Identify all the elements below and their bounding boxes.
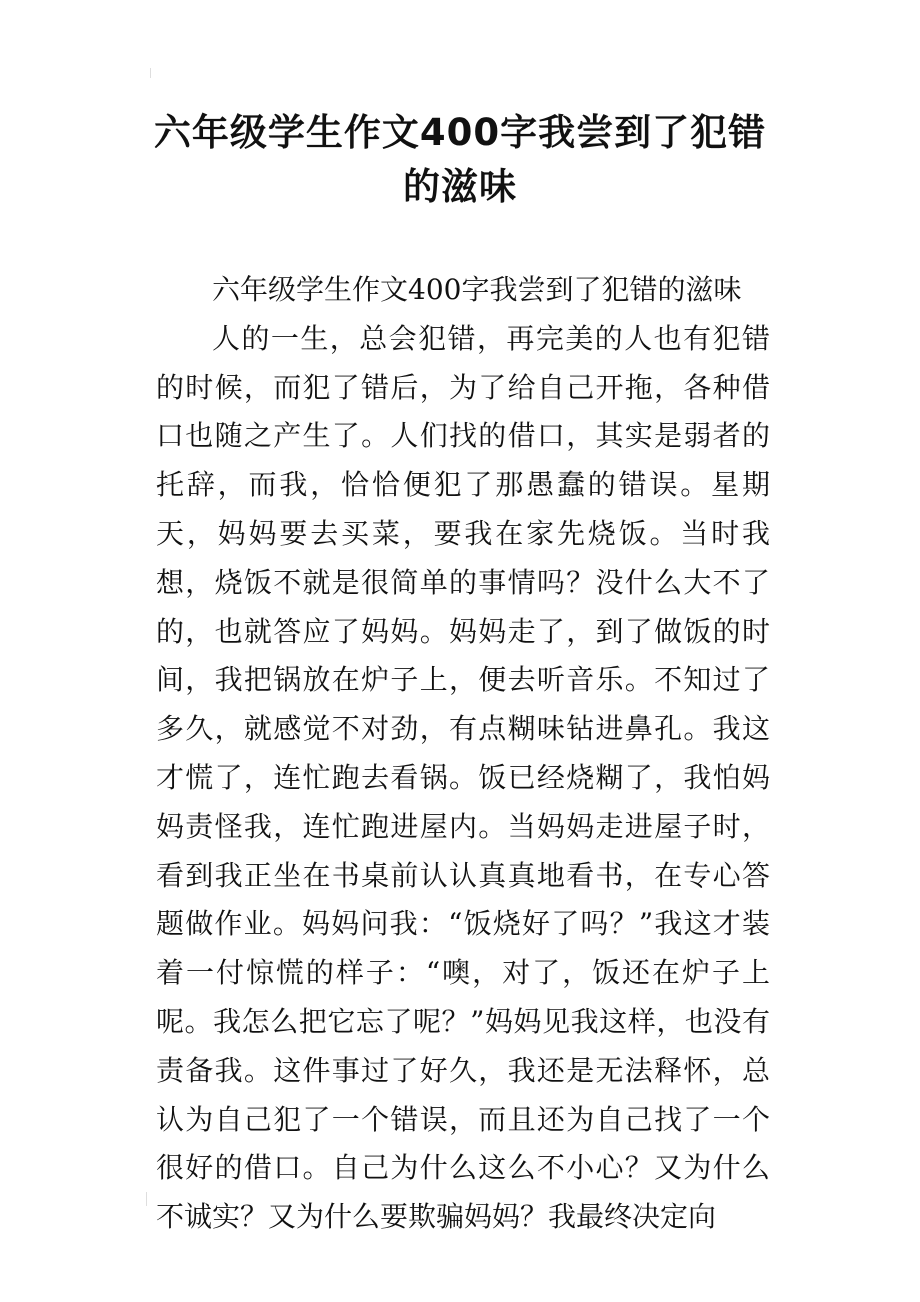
title-line-1: 六年级学生作文400字我尝到了犯错 (153, 111, 767, 154)
article-subtitle: 六年级学生作文400字我尝到了犯错的滋味 (212, 273, 742, 306)
title-line-2: 的滋味 (403, 165, 517, 208)
article-paragraph: 人的一生，总会犯错，再完美的人也有犯错的时候，而犯了错后，为了给自己开拖，各种借口也随之产生了。人们找的借口，其实是弱者的托辞，而我，恰恰便犯了那愚蠢的错误。星期天，妈妈要去买菜，要我在家先烧饭。当时我想，烧饭不就是很简单的事情吗？没什么大不了的，也就答应了妈妈。妈妈走了，到了做饭的时间，我把锅放在炉子上，便去听音乐。不知过了多久，就感觉不对劲，有点糊味钻进鼻孔。我这才慌了，连忙跑去看锅。饭已经烧糊了，我怕妈妈责怪我，连忙跑进屋内。当妈妈走进屋子时，看到我正坐在书桌前认认真真地看书，在专心答题做作业。妈妈问我：“饭烧好了吗？”我这才装着一付惊慌的样子：“噢，对了，饭还在炉子上呢。我怎么把它忘了呢？”妈妈见我这样，也没有责备我。这件事过了好久，我还是无法释怀，总认为自己犯了一个错误，而且还为自己找了一个很好的借口。自己为什么这么不小心？又为什么不诚实？又为什么要欺骗妈妈？我最终决定向 (156, 321, 770, 1234)
crop-mark (150, 68, 159, 78)
crop-mark (146, 1192, 155, 1206)
document-title (120, 106, 800, 214)
article-body (156, 266, 770, 1242)
